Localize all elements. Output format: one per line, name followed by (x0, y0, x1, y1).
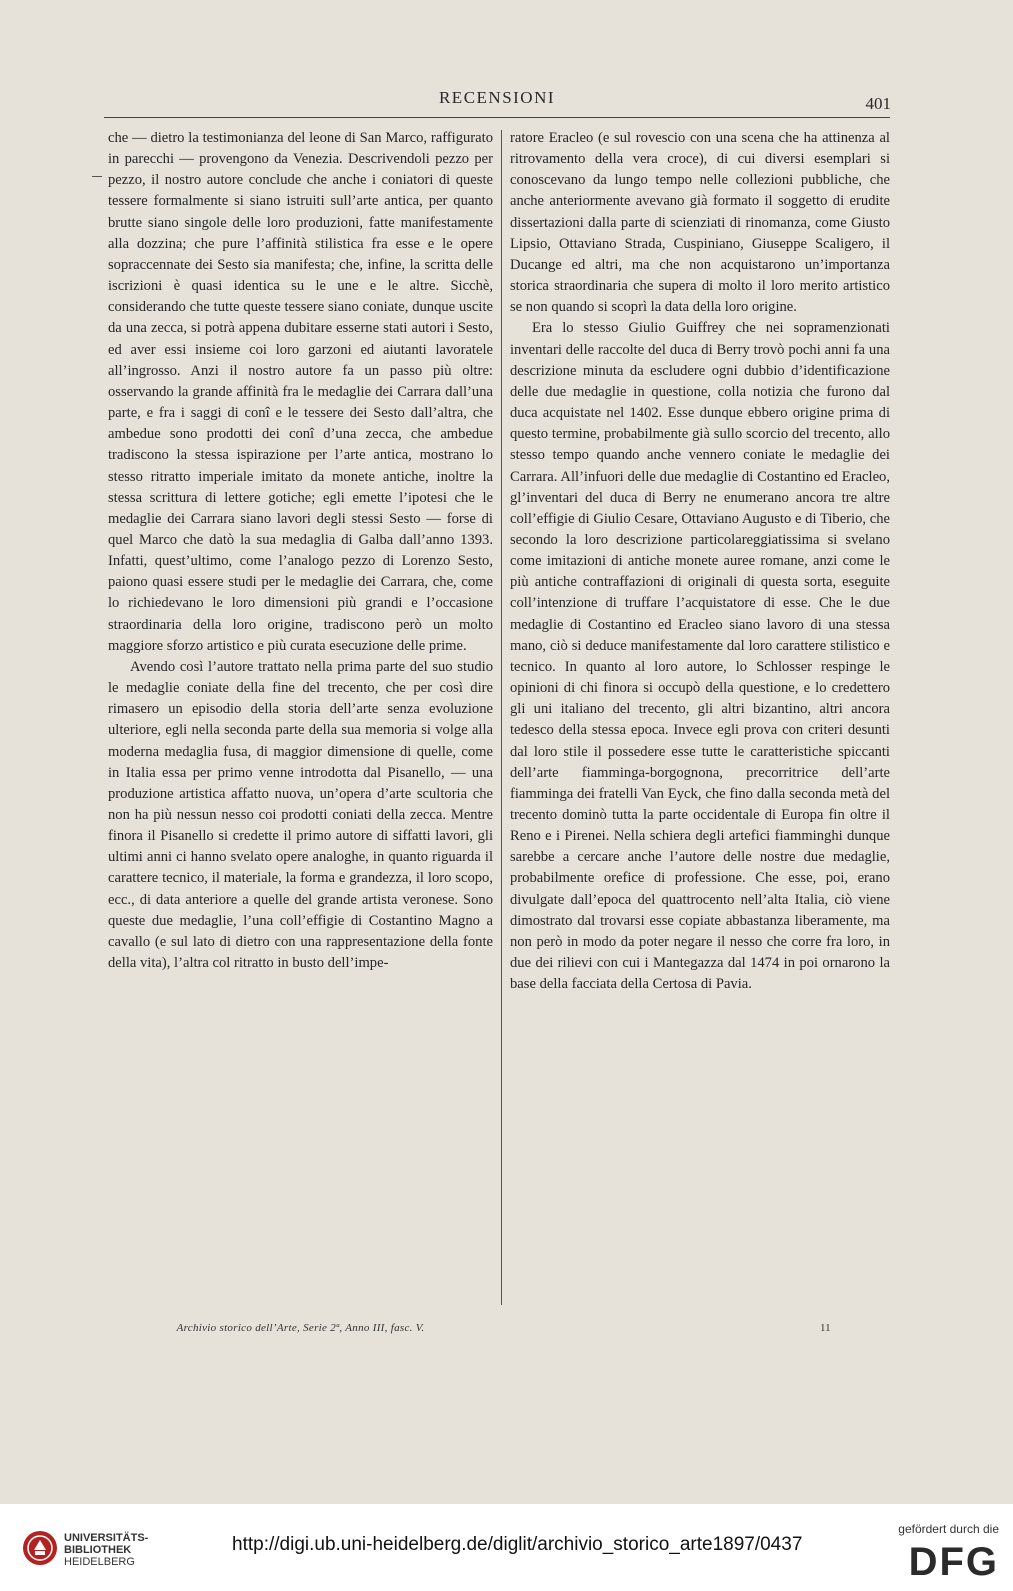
header-rule (104, 117, 890, 118)
journal-citation: Archivio storico dell’Arte, Serie 2ª, Anno III, fasc. V. (176, 1322, 425, 1334)
library-name-line: UNIVERSITÄTS- (64, 1532, 149, 1544)
paragraph: Era lo stesso Giulio Guiffrey che nei sopramenzionati inventari delle raccolte del duca di Berry trovò pochi anni fa una descrizione minuta da escludere ogni dubbio d’identificazione delle due medaglie in questione, colla notizia che furono dal duca acquistate nel 1402. Esse dunque ebbero origine prima di questo termine, probabilmente già sullo scorcio del trecento, allo stesso tempo quando anche vennero coniate le medaglie dei Carrara. All’infuori delle due medaglie di Costantino ed Eracleo, gl’inventari del duca di Berry ne enumerano ancora tre altre coll’effigie di Giulio Cesare, Ottaviano Augusto e di Tiberio, che secondo la loro descrizione particolareggiatissima si svelano come imitazioni di antiche monete auree romane, anzi come le più antiche contraffazioni di originali di questa sorta, eseguite coll’intenzione di truffare l’acquistatore di esse. Che le due medaglie di Costantino ed Eracleo siano lavoro di una stessa mano, ciò si deduce manifestamente dal loro carattere stilistico e tecnico. In quanto al loro autore, lo Schlosser respinge le opinioni di chi finora si occupò della questione, e lo credettero gli uni italiano del trecento, gli altri bizantino, altri ancora tedesco della stessa epoca. Invece egli prova con criteri desunti dal loro stile il possedere esse tutte le caratteristiche spiccanti dell’arte fiamminga-borgognona, precorritrice dell’arte fiamminga dei fratelli Van Eyck, che fino dalla seconda metà del trecento dominò tutta la parte occidentale di Europa fin oltre il Reno e i Pirenei. Nella schiera degli artefici fiamminghi dunque sarebbe a cercare anche l’autore delle nostre due medaglie, probabilmente orefice di professione. Che esse, poi, erano divulgate dall’epoca del quattrocento nell’alta Italia, ciò viene dimostrato dal trovarsi esse copiate abbastanza liberamente, ma non però in modo da poter negare il nesso che corre fra loro, in due dei rilievi con cui i Mantegazza dal 1474 in poi ornarono la base della facciata della Certosa di Pavia. (510, 320, 890, 993)
library-name (64, 1532, 148, 1568)
dfg-logo: DFG (908, 1540, 999, 1584)
margin-mark (92, 176, 102, 177)
library-name-line: BIBLIOTHEK (64, 1544, 132, 1556)
signature-mark: 11 (820, 1322, 831, 1334)
viewer-footer-bar (0, 1504, 1013, 1591)
column-divider (501, 130, 502, 1305)
running-title: RECENSIONI (438, 88, 556, 107)
library-name-line: HEIDELBERG (64, 1556, 135, 1568)
document-url-link[interactable]: http://digi.ub.uni-heidelberg.de/diglit/archivio_storico_arte1897/0437 (232, 1534, 803, 1555)
paragraph: Avendo così l’autore trattato nella prima parte del suo studio le medaglie coniate della fine del trecento, che per così dire rimasero un episodio della storia dell’arte senza evoluzione ulteriore, egli nella seconda parte della sua memoria si volge alla moderna medaglia fusa, di maggior dimensione di quelle, come in Italia essa per primo venne introdotta dal Pisanello, — una produzione artistica affatto nuova, un’opera d’arte scultoria che non ha più nessun nesso coi prodotti coniati della zecca. Mentre finora il Pisanello si credette il primo autore di siffatti lavori, gli ultimi anni ci hanno svelato opere analoghe, in quanto riguarda il carattere tecnico, il materiale, la forma e grandezza, il loro scopo, ecc., di data anteriore a quelle del grande artista veronese. Sono queste due medaglie, l’una coll’effigie di Costantino Magno a cavallo (e sul lato di dietro con una rappresentazione della fonte della vita), l’altra col ritratto in busto dell’impe- (108, 658, 493, 972)
paragraph: che — dietro la testimonianza del leone di San Marco, raffigurato in parecchi — provengono da Venezia. Descrivendoli pezzo per pezzo, il nostro autore conclude che anche i coniatori di queste tessere formalmente si siano istruiti sull’arte antica, per quanto brutte siano singole delle loro produzioni, fatte manifestamente alla dozzina; che pure l’affinità stilistica fra esse e le opere sopraccennate dei Sesto sia manifesta; che, infine, la scritta delle iscrizioni è quasi identica su le une e le altre. Sicchè, considerando che tutte queste tessere siano coniate, dunque uscite da una zecca, si potrà appena dubitare esserne stati autori i Sesto, ed aver essi insieme coi loro garzoni ed aiutanti lavoratele all’ingrosso. Anzi il nostro autore fa un passo più oltre: osservando la grande affinità fra le medaglie dei Carrara dall’una parte, e fra i saggi di conî e le tessere dei Sesto dall’altra, che ambedue sono prodotti dei conî d’una zecca, che ambedue tradiscono la stessa ispirazione per l’arte antica, mostrano lo stesso ritratto imperiale imitato da monete antiche, inoltre la stessa scrittura di lettere gotiche; egli emette l’ipotesi che le medaglie dei Carrara siano lavori degli stessi Sesto — forse di quel Marco che datò la sua medaglia di Galba dall’anno 1393. Infatti, quest’ultimo, come l’analogo pezzo di Lorenzo Sesto, paiono quasi essere studi per le medaglie dei Carrara, che, come lo richiedevano le loro dimensioni più grandi e l’occasione straordinaria della loro origine, tradiscono però un molto maggiore sforzo artistico e più curata esecuzione delle prime. (108, 130, 493, 654)
right-text-column (510, 128, 890, 1308)
page-number: 401 (865, 94, 891, 113)
university-seal-icon (22, 1530, 58, 1566)
paragraph: ratore Eracleo (e sul rovescio con una scena che ha attinenza al ritrovamento della vera croce), di cui diversi esemplari si conoscevano da lungo tempo nelle collezioni pubbliche, che anche anteriormente avevano già formato il soggetto di erudite dissertazioni dalla parte di scienziati di rinomanza, come Giusto Lipsio, Ottaviano Strada, Cuspiniano, Giuseppe Scaligero, il Ducange ed altri, ma che non acquistarono un’importanza storica straordinaria che supera di molto il loro merito artistico se non quando si scoprì la data della loro origine. (510, 130, 890, 316)
left-text-column (108, 128, 493, 1308)
sponsor-caption: gefördert durch die (898, 1522, 999, 1536)
